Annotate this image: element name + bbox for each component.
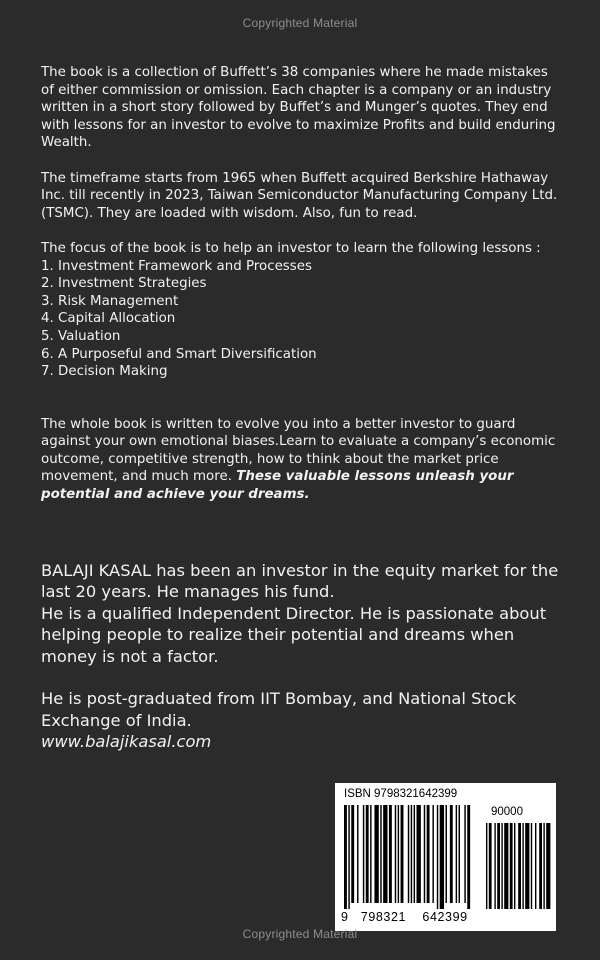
barcode-bar [525,823,529,909]
barcode-bar [440,805,444,909]
closing-emphasis: These valuable lessons unleash your potential and achieve your dreams. [41,469,514,503]
author-website: www.balajikasal.com [41,732,212,752]
barcode-bar [539,823,542,909]
isbn-label: ISBN 9798321642399 [344,788,458,800]
barcode-bar [401,805,404,903]
barcode-bar [450,805,453,903]
barcode-bar [504,823,508,909]
barcode-bar [432,805,433,903]
barcode-bar [510,823,513,909]
barcode-bar [456,805,457,903]
closing-paragraph [41,416,561,504]
ean-group-2: 642399 [422,910,468,924]
barcode-bar [398,805,399,903]
lesson-item: 2. Investment Strategies [41,276,207,292]
author-line-2: He is a qualified Independent Director. He is passionate about helping people to realize their potential and dreams when money is not a factor. [41,603,547,666]
lesson-item: 6. A Purposeful and Smart Diversification [41,346,317,362]
barcode-bar [535,823,536,909]
lesson-item: 5. Valuation [41,328,121,344]
barcode-bar [531,823,532,909]
barcode-bar [437,805,438,909]
book-description [41,64,561,504]
lesson-item: 4. Capital Allocation [41,311,176,327]
barcode-bar [518,823,521,909]
barcode-bar [374,805,378,903]
barcode-bar [546,823,550,909]
barcode-bar [489,823,492,909]
lessons-intro: The focus of the book is to help an investor to learn the following lessons : [41,240,541,256]
lesson-item: 7. Decision Making [41,364,168,380]
barcode-bar [370,805,371,903]
barcode-bar [486,823,487,909]
barcode-bar [494,823,495,909]
barcode-bar [408,805,409,903]
barcode-bar [411,805,412,903]
price-code: 90000 [491,806,523,818]
barcode-bar [417,805,421,903]
barcode-bar [357,805,358,903]
barcode-bar [424,805,425,903]
barcode-bar [459,805,460,903]
barcode-bar [543,823,544,909]
author-bio [41,560,569,753]
barcode-bar [464,805,465,903]
author-line-1: BALAJI KASAL has been an investor in the equity market for the last 20 years. He manages his fund. [41,561,559,602]
ean-first-digit: 9 [341,910,349,924]
lessons-list [41,258,561,381]
barcode-bar [351,805,354,903]
barcode-bar [344,805,347,909]
copyright-watermark-top: Copyrighted Material [242,16,358,30]
author-line-3: He is post-graduated from IIT Bombay, and National Stock Exchange of India. [41,689,517,730]
barcode-bar [380,805,381,903]
lesson-item: 1. Investment Framework and Processes [41,258,312,274]
barcode-bar [522,823,523,909]
barcode-bar [501,823,502,909]
barcode-bar [446,805,447,903]
barcode-bar [383,805,387,903]
ean-digits [341,910,468,924]
barcode-bar [514,823,515,909]
barcode-bar [427,805,430,903]
lesson-item: 3. Risk Management [41,293,179,309]
copyright-watermark-bottom: Copyrighted Material [242,927,358,941]
description-paragraph-2: The timeframe starts from 1965 when Buffett acquired Berkshire Hathaway Inc. till recently in 2023, Taiwan Semiconductor Manufacturing Company Ltd. (TSMC). They are loaded with wisdom. Also, fun to read. [41,170,558,221]
barcode-bar [389,805,392,903]
barcode-bar [414,805,415,903]
barcode-bar [348,805,349,909]
ean-group-1: 798321 [360,910,407,924]
barcode-bar [395,805,396,903]
barcode-bar [497,823,500,909]
description-paragraph-1: The book is a collection of Buffett’s 38 companies where he made mistakes of either commission or omission. Each chapter is a company or an industry written in a short story followed by Buffet’s and Munger’s quotes. They end with lessons for an investor to evolve to maximize Profits and build enduring Wealth. [41,65,556,151]
barcode-bar [363,805,364,903]
barcode-bar [467,805,470,909]
isbn-barcode [335,783,556,931]
closing-text: The whole book is written to evolve you into a better investor to guard against your own emotional biases.Learn to evaluate a company’s economic outcome, competitive strength, how to think about the market price movement, and much more. [41,416,556,485]
barcode-bar [366,805,369,903]
